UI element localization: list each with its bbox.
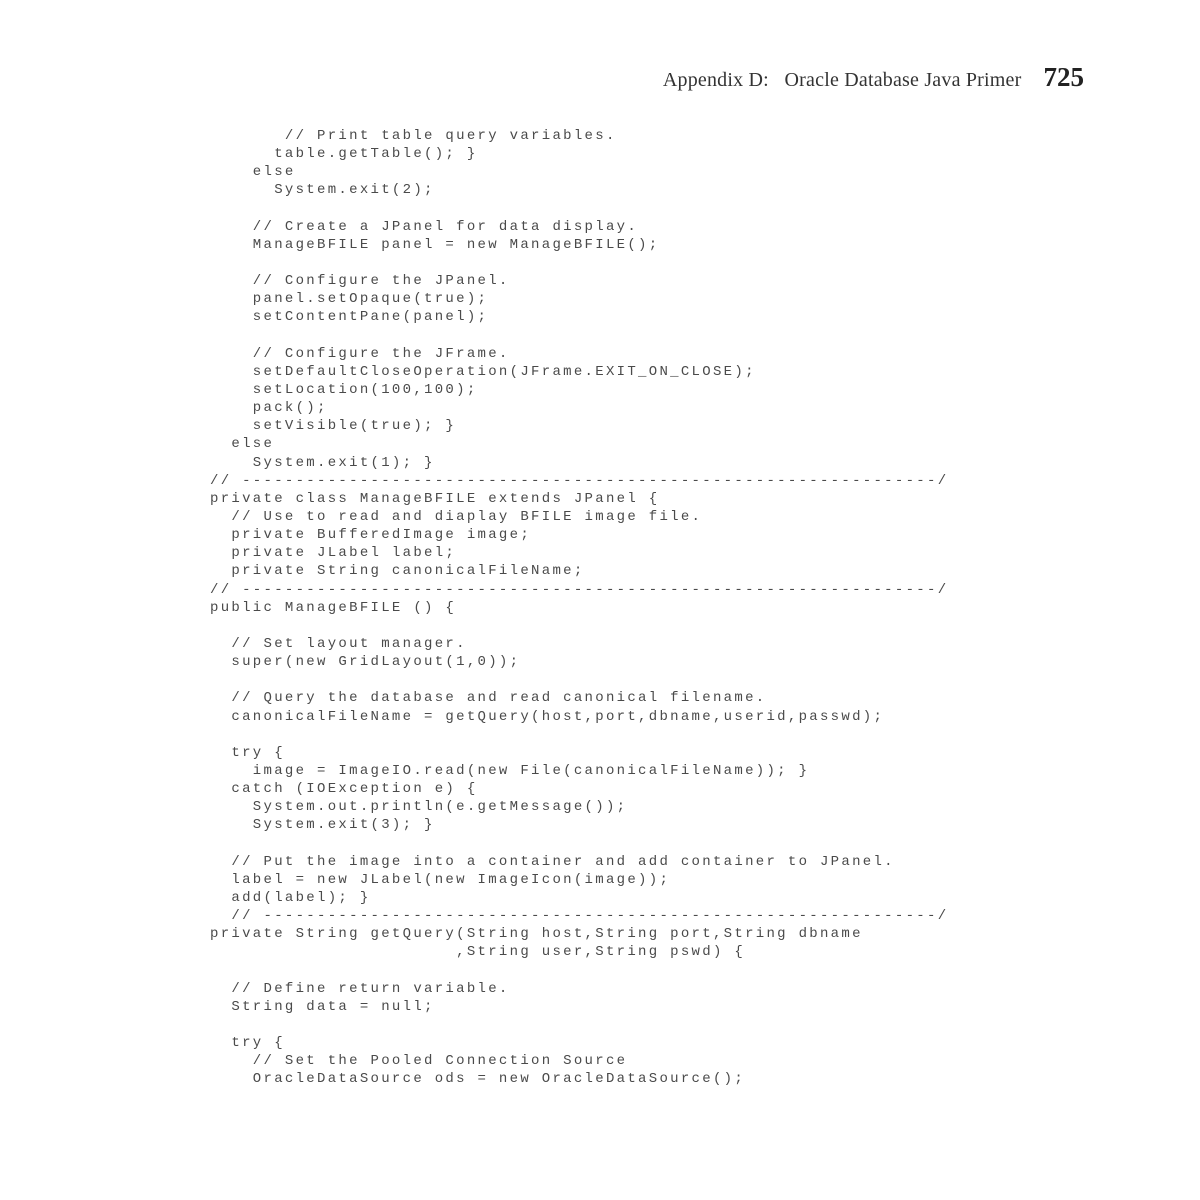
code-line: // Print table query variables. [210,128,617,144]
code-listing [210,127,948,1088]
code-line [210,1016,948,1034]
code-line: canonicalFileName = getQuery(host,port,dbname,userid,passwd); [210,708,885,725]
code-line [210,834,948,852]
code-line: // -----------------------------------------------------------------/ [210,472,949,489]
code-line: add(label); } [210,889,371,906]
code-line: System.exit(1); } [210,454,435,471]
code-line [210,254,948,272]
code-line: private BufferedImage image; [210,527,532,544]
code-line: else [210,164,296,181]
code-line: // Configure the JFrame. [210,345,510,362]
code-line [210,961,948,979]
code-line [210,327,948,345]
code-line: setLocation(100,100); [210,381,478,398]
code-line: // Configure the JPanel. [210,273,510,290]
code-line: System.exit(3); } [210,817,435,834]
code-line [210,200,948,218]
code-line: image = ImageIO.read(new File(canonicalFileName)); } [210,762,810,779]
code-line: // Set layout manager. [210,635,467,652]
code-line: private class ManageBFILE extends JPanel { [210,490,660,507]
code-line: table.getTable(); } [210,146,478,163]
code-line: OracleDataSource ods = new OracleDataSource(); [210,1071,746,1088]
code-line [210,671,948,689]
code-line: // Put the image into a container and add container to JPanel. [210,853,895,870]
code-line: // Use to read and diaplay BFILE image file. [210,508,703,525]
code-line: private JLabel label; [210,545,457,562]
code-line: // Create a JPanel for data display. [210,218,639,235]
code-line: ManageBFILE panel = new ManageBFILE(); [210,236,660,253]
code-line: // Query the database and read canonical filename. [210,690,767,707]
code-line [210,726,948,744]
running-title: Appendix D: Oracle Database Java Primer [662,69,1022,91]
code-line: setDefaultCloseOperation(JFrame.EXIT_ON_CLOSE); [210,363,756,380]
code-line: private String canonicalFileName; [210,563,585,580]
code-line: public ManageBFILE () { [210,599,457,616]
code-line: ,String user,String pswd) { [210,944,746,961]
code-line: private String getQuery(String host,String port,String dbname [210,926,863,943]
code-line: // Set the Pooled Connection Source [210,1053,628,1070]
code-line [210,617,948,635]
code-line: System.out.println(e.getMessage()); [210,799,628,816]
code-line: catch (IOException e) { [210,781,478,798]
page-header [663,62,1084,93]
page-number: 725 [1043,62,1084,92]
code-line: try { [210,1035,285,1052]
code-line: pack(); [210,400,328,417]
code-line: String data = null; [210,998,435,1015]
code-line: setVisible(true); } [210,418,457,435]
code-line: // -----------------------------------------------------------------/ [210,581,949,598]
code-line: label = new JLabel(new ImageIcon(image)); [210,871,671,888]
code-line: else [210,436,275,453]
code-line: panel.setOpaque(true); [210,291,489,308]
code-line: try { [210,744,285,761]
code-line: // Define return variable. [210,980,510,997]
code-line: System.exit(2); [210,182,435,199]
code-line: super(new GridLayout(1,0)); [210,654,521,671]
code-line: // ---------------------------------------------------------------/ [210,908,949,925]
code-line: setContentPane(panel); [210,309,489,326]
